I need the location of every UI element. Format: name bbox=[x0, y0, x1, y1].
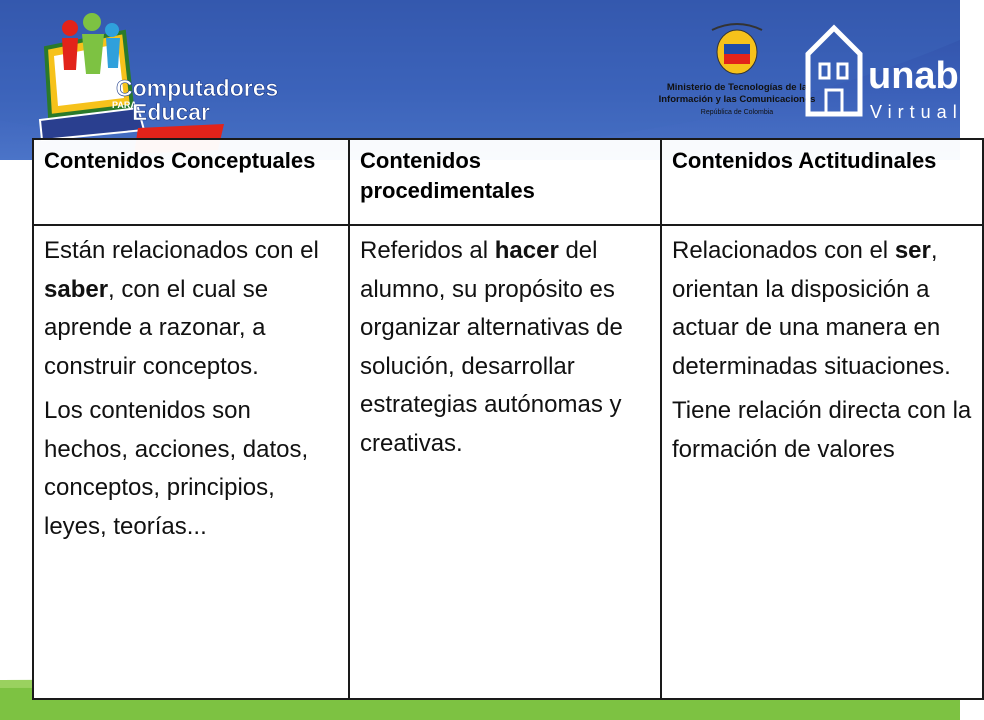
conceptuales-paragraph-2: Los contenidos son hechos, acciones, datos, conceptos, principios, leyes, teorías... bbox=[44, 397, 309, 540]
text-span: , orientan la disposición a actuar de una manera en determinadas situaciones. bbox=[672, 237, 951, 380]
cell-procedimentales bbox=[349, 225, 661, 699]
ministerio-tic-logo bbox=[658, 22, 816, 132]
ministerio-line2: Información y las Comunicaciones bbox=[658, 94, 816, 105]
actitudinales-paragraph-1 bbox=[672, 232, 972, 386]
cpe-wordmark-line1: Computadores bbox=[116, 75, 279, 101]
cell-actitudinales bbox=[661, 225, 983, 699]
table-header-row bbox=[33, 139, 983, 225]
cpe-wordmark-para: PARA bbox=[112, 100, 137, 110]
ministerio-line3: República de Colombia bbox=[700, 109, 774, 116]
unab-wordmark: unab bbox=[868, 55, 959, 97]
conceptuales-paragraph-1 bbox=[44, 232, 338, 386]
unab-virtual-wordmark: Virtual bbox=[870, 102, 963, 122]
keyword-saber: saber bbox=[44, 275, 109, 303]
computadores-para-educar-logo bbox=[28, 8, 279, 158]
text-span: Están relacionados con el bbox=[44, 237, 319, 264]
cpe-wordmark-line2: Educar bbox=[132, 99, 210, 125]
header-procedimentales: Contenidos procedimentales bbox=[349, 139, 661, 225]
cell-conceptuales bbox=[33, 225, 349, 699]
header-actitudinales: Contenidos Actitudinales bbox=[661, 139, 983, 225]
text-span: del alumno, su propósito es organizar alternativas de solución, desarrollar estrategias autónomas y creativas. bbox=[360, 237, 623, 457]
header-conceptuales: Contenidos Conceptuales bbox=[33, 139, 349, 225]
table-body-row bbox=[33, 225, 983, 699]
procedimentales-paragraph-1 bbox=[360, 232, 650, 463]
unab-virtual-logo bbox=[800, 14, 963, 134]
keyword-ser: ser bbox=[894, 237, 931, 264]
keyword-hacer: hacer bbox=[494, 237, 559, 264]
ministerio-line1: Ministerio de Tecnologías de la bbox=[666, 82, 808, 93]
actitudinales-paragraph-2: Tiene relación directa con la formación de valores bbox=[672, 397, 972, 463]
text-span: , con el cual se aprende a razonar, a construir conceptos. bbox=[44, 275, 269, 380]
contents-table bbox=[32, 138, 984, 700]
text-span: Referidos al bbox=[360, 237, 495, 264]
text-span: Relacionados con el bbox=[672, 237, 895, 264]
